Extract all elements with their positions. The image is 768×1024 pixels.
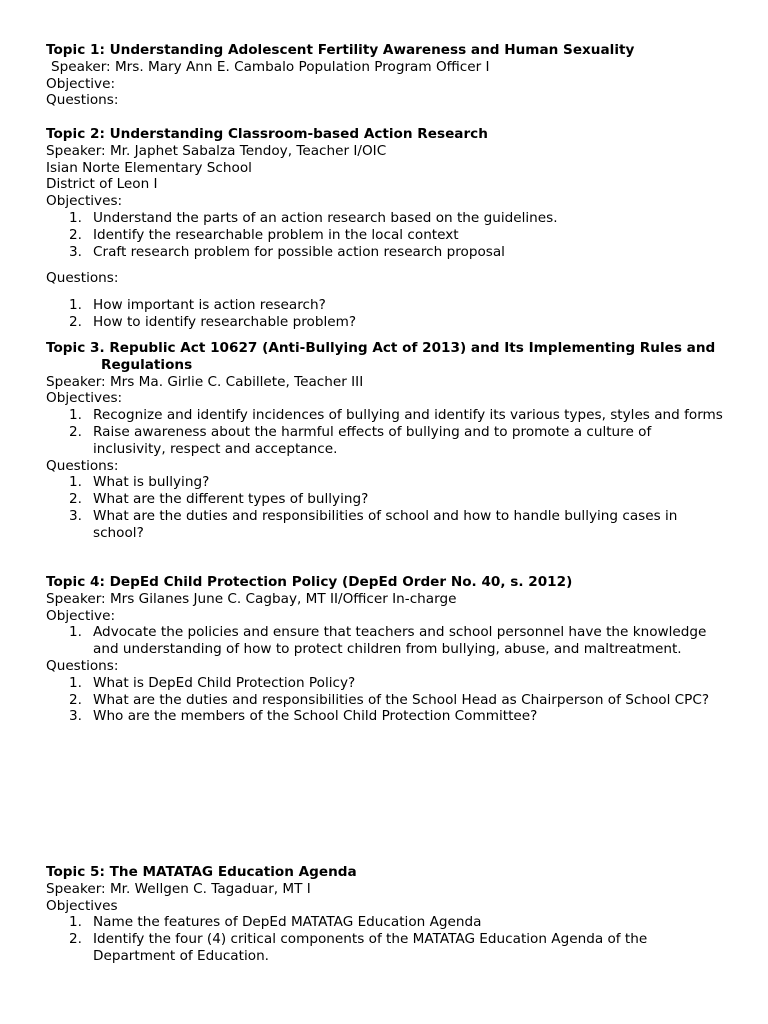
list-item-text: How important is action research? (93, 297, 326, 314)
list-item (46, 931, 728, 965)
list-item-text: Identify the researchable problem in the local context (93, 226, 459, 243)
list-item (46, 624, 728, 658)
list-item (46, 708, 728, 725)
topic-2-title: Topic 2: Understanding Classroom-based Action Research (46, 126, 488, 142)
topic-2-section (46, 126, 728, 331)
list-item (46, 210, 728, 227)
topic-4-questions-list (46, 675, 728, 725)
list-number: 2. (69, 691, 82, 708)
list-item-text: Name the features of DepEd MATATAG Education Agenda (93, 914, 482, 931)
list-number: 1. (69, 297, 82, 314)
topic-1-objective-label: Objective: (46, 75, 116, 92)
list-item (46, 675, 728, 692)
list-item (46, 227, 728, 244)
list-item-text: What are the duties and responsibilities of the School Head as Chairperson of School CPC? (93, 691, 710, 708)
list-number: 1. (69, 474, 82, 491)
topic-4-speaker: Speaker: Mrs Gilanes June C. Cagbay, MT II/Officer In-charge (46, 590, 457, 607)
topic-2-questions-list (46, 297, 728, 331)
list-item-text: Recognize and identify incidences of bullying and identify its various types, styles and forms (93, 407, 723, 424)
topic-1-speaker: Speaker: Mrs. Mary Ann E. Cambalo Population Program Officer I (51, 58, 490, 75)
topic-3-objectives-label: Objectives: (46, 390, 123, 407)
list-item-text: What is bullying? (93, 474, 210, 491)
list-item-text: What are the different types of bullying? (93, 491, 369, 508)
list-item-text: Advocate the policies and ensure that teachers and school personnel have the knowledge and understanding of how to protect children from bullying, abuse, and maltreatment. (93, 624, 707, 658)
topic-3-title: Topic 3. Republic Act 10627 (Anti-Bullying Act of 2013) and Its Implementing Rules and Regulations (46, 340, 716, 373)
list-item-text: What is DepEd Child Protection Policy? (93, 674, 356, 691)
list-item (46, 407, 728, 424)
topic-3-questions-list (46, 474, 728, 541)
topic-4-objective-label: Objective: (46, 607, 116, 624)
list-number: 1. (69, 674, 82, 691)
topic-2-objectives-label: Objectives: (46, 193, 123, 210)
list-item (46, 508, 728, 542)
list-number: 2. (69, 931, 82, 948)
topic-2-questions-label: Questions: (46, 270, 119, 287)
list-item (46, 424, 728, 458)
topic-5-title: Topic 5: The MATATAG Education Agenda (46, 864, 357, 880)
topic-5-section (46, 864, 728, 965)
list-item (46, 474, 728, 491)
topic-3-questions-label: Questions: (46, 457, 119, 474)
list-number: 3. (69, 507, 82, 524)
list-number: 3. (69, 708, 82, 725)
list-item (46, 314, 728, 331)
list-item (46, 914, 728, 931)
list-number: 1. (69, 407, 82, 424)
topic-5-speaker: Speaker: Mr. Wellgen C. Tagaduar, MT I (46, 880, 311, 897)
list-item (46, 297, 728, 314)
list-number: 1. (69, 914, 82, 931)
topic-2-district: District of Leon I (46, 176, 158, 193)
topic-3-section (46, 340, 728, 542)
topic-2-school: Isian Norte Elementary School (46, 159, 252, 176)
list-item (46, 244, 728, 261)
topic-4-objectives-list (46, 624, 728, 658)
list-number: 2. (69, 313, 82, 330)
topic-4-questions-label: Questions: (46, 657, 119, 674)
topic-2-objectives-list (46, 210, 728, 260)
list-item-text: Raise awareness about the harmful effects of bullying and to promote a culture of inclusivity, respect and acceptance. (93, 423, 652, 457)
list-number: 1. (69, 624, 82, 641)
list-item-text: How to identify researchable problem? (93, 313, 357, 330)
list-item-text: Understand the parts of an action research based on the guidelines. (93, 209, 558, 226)
topic-4-section (46, 574, 728, 725)
topic-2-speaker: Speaker: Mr. Japhet Sabalza Tendoy, Teacher I/OIC (46, 142, 387, 159)
topic-1-title: Topic 1: Understanding Adolescent Fertility Awareness and Human Sexuality (46, 42, 635, 58)
list-item-text: Identify the four (4) critical components of the MATATAG Education Agenda of the Department of Education. (93, 931, 648, 964)
list-number: 2. (69, 491, 82, 508)
topic-3-speaker: Speaker: Mrs Ma. Girlie C. Cabillete, Teacher III (46, 373, 364, 390)
topic-4-title: Topic 4: DepEd Child Protection Policy (DepEd Order No. 40, s. 2012) (46, 574, 573, 590)
list-number: 3. (69, 243, 82, 260)
topic-5-objectives-list (46, 914, 728, 964)
topic-1-section (46, 42, 728, 109)
topic-5-objectives-label: Objectives (46, 897, 118, 914)
list-number: 2. (69, 423, 82, 440)
list-item (46, 491, 728, 508)
list-item (46, 692, 728, 709)
list-item-text: Craft research problem for possible action research proposal (93, 243, 505, 260)
list-item-text: What are the duties and responsibilities of school and how to handle bullying cases in school? (93, 507, 678, 541)
list-number: 1. (69, 209, 82, 226)
topic-1-questions-label: Questions: (46, 92, 119, 109)
topic-3-objectives-list (46, 407, 728, 457)
list-item-text: Who are the members of the School Child Protection Committee? (93, 708, 538, 725)
list-number: 2. (69, 226, 82, 243)
